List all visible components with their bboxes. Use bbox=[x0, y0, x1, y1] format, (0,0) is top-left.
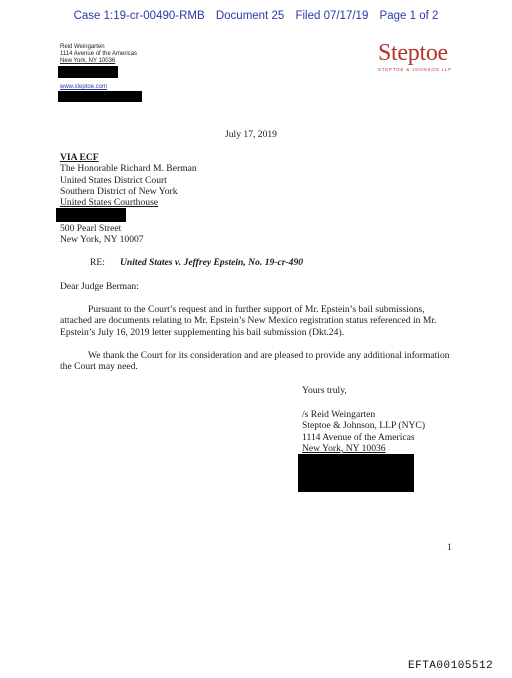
body-paragraph: Pursuant to the Court’s request and in further support of Mr. Epstein’s bail submissions, attached are documents relating to Mr. Epstein’s New Mexico registration status referenced in Mr. Epstein’s July 16, 2019 letter supplementing his bail submission (Dkt.24). bbox=[60, 304, 437, 338]
logo-subtitle: STEPTOE & JOHNSON LLP bbox=[378, 67, 452, 72]
ecf-case-number: Case 1:19-cr-00490-RMB bbox=[73, 10, 205, 22]
ecf-header bbox=[0, 10, 512, 22]
via-ecf-label: VIA ECF bbox=[60, 152, 99, 163]
recipient-line: Southern District of New York bbox=[60, 185, 178, 197]
steptoe-logo bbox=[378, 40, 454, 72]
recipient-line: New York, NY 10007 bbox=[60, 234, 144, 246]
signature: /s Reid Weingarten bbox=[302, 409, 376, 420]
ecf-document-number: Document 25 bbox=[215, 10, 285, 22]
document-id: EFTA00105512 bbox=[408, 660, 494, 672]
signer-address-line: New York, NY 10036 bbox=[302, 442, 386, 454]
redaction-box bbox=[58, 91, 142, 102]
ecf-page-indicator: Page 1 of 2 bbox=[379, 10, 439, 22]
sender-address-line1: 1114 Avenue of the Americas bbox=[60, 51, 138, 57]
recipient-line: The Honorable Richard M. Berman bbox=[60, 163, 197, 175]
signer-address-line: 1114 Avenue of the Americas bbox=[302, 431, 415, 443]
sender-name: Reid Weingarten bbox=[60, 44, 105, 50]
redaction-box bbox=[58, 66, 118, 78]
signature-block bbox=[302, 409, 425, 454]
recipient-address bbox=[60, 223, 144, 246]
redaction-box bbox=[56, 208, 126, 222]
valediction: Yours truly, bbox=[302, 385, 347, 396]
logo-wordmark: Steptoe bbox=[378, 40, 448, 66]
sender-address-line2: New York, NY 10036 bbox=[60, 58, 116, 64]
letter-date: July 17, 2019 bbox=[225, 129, 277, 140]
signer-firm: Steptoe & Johnson, LLP (NYC) bbox=[302, 420, 426, 432]
ecf-filed-date: Filed 07/17/19 bbox=[295, 10, 369, 22]
page-number: 1 bbox=[447, 542, 452, 553]
recipient-line: United States Courthouse bbox=[60, 197, 159, 209]
sender-website-link[interactable]: www.steptoe.com bbox=[60, 84, 108, 90]
redaction-box bbox=[298, 454, 414, 492]
body-paragraph: We thank the Court for its consideration and are pleased to provide any additional information the Court may need. bbox=[60, 350, 450, 373]
recipient-block bbox=[60, 152, 197, 208]
recipient-line: United States District Court bbox=[60, 174, 167, 186]
recipient-line: 500 Pearl Street bbox=[60, 223, 122, 234]
salutation: Dear Judge Berman: bbox=[60, 281, 139, 292]
re-subject: United States v. Jeffrey Epstein, No. 19-cr-490 bbox=[120, 257, 304, 268]
re-label: RE: bbox=[90, 257, 105, 268]
